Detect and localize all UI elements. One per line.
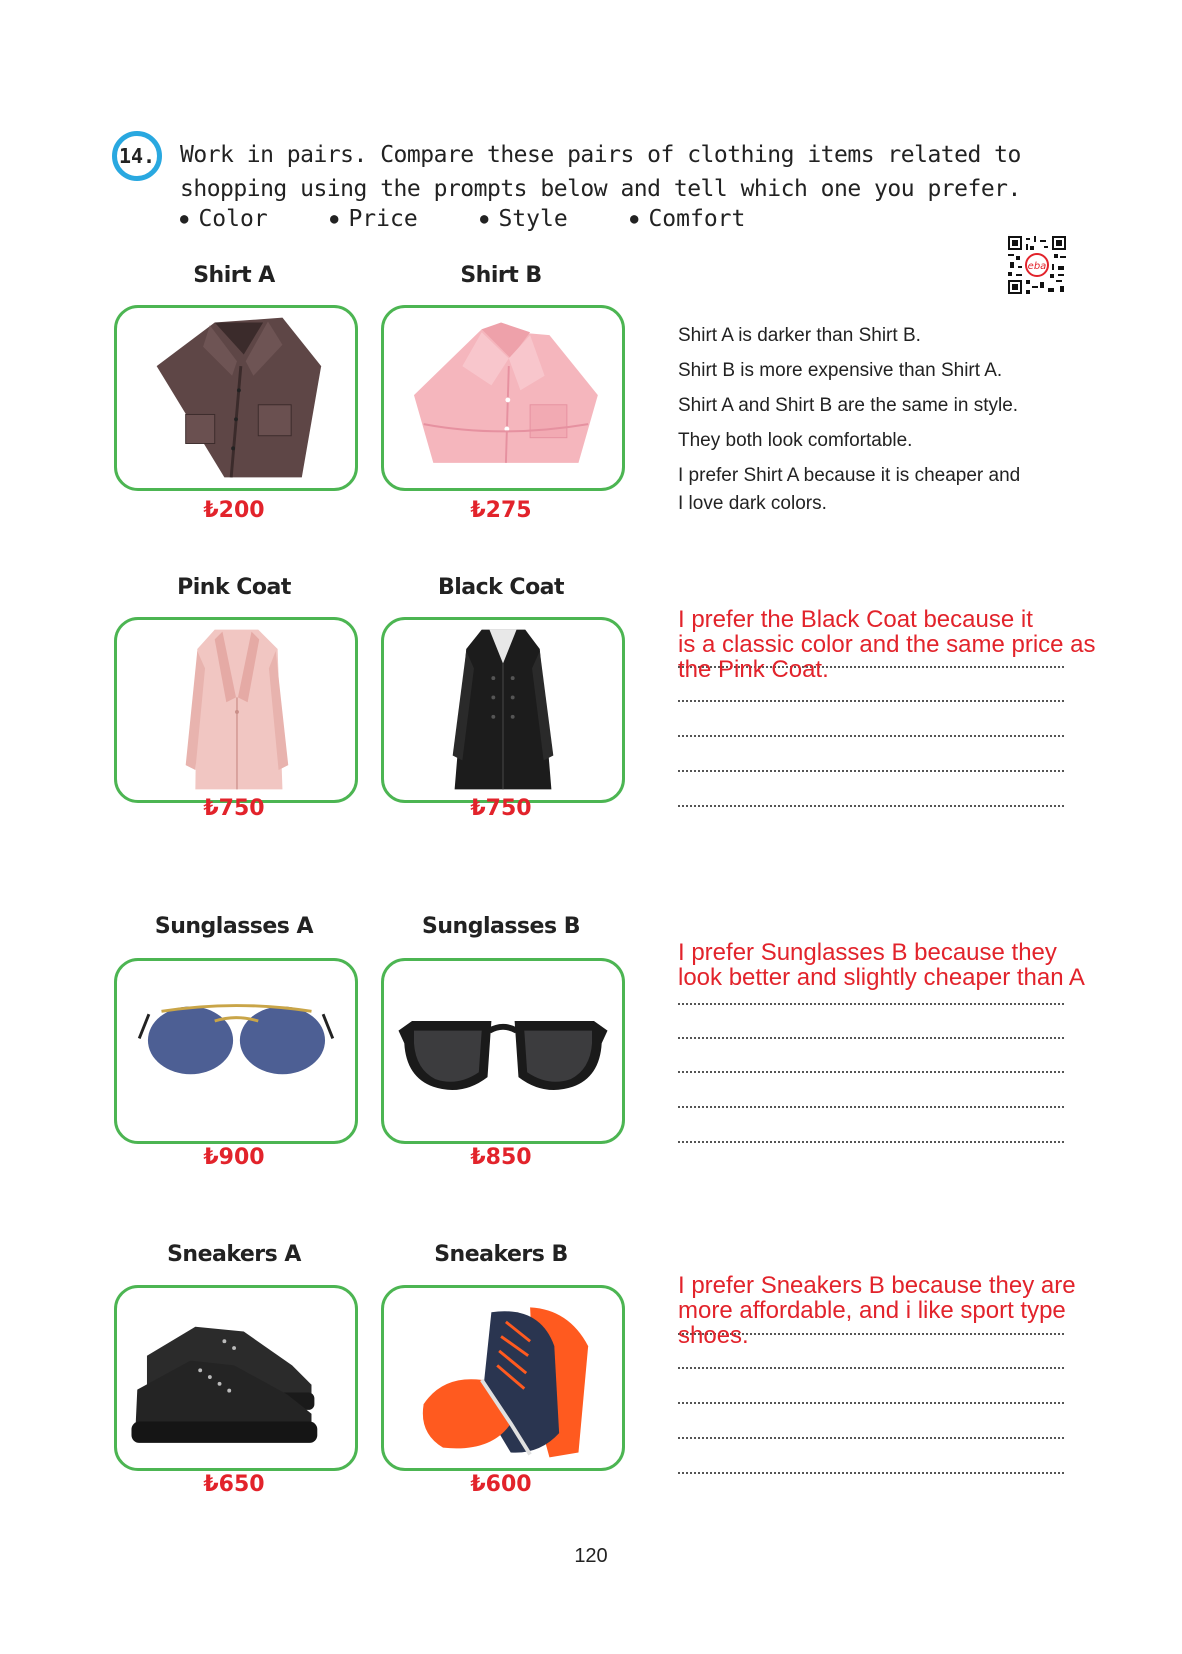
qr-code-icon[interactable] xyxy=(1008,236,1066,294)
item-title: Sunglasses B xyxy=(422,914,580,939)
shirt-image xyxy=(117,308,355,488)
sneakers-image xyxy=(384,1288,622,1468)
answer-line[interactable] xyxy=(678,700,1064,702)
item-title: Black Coat xyxy=(437,575,565,600)
sample-line: They both look comfortable. xyxy=(678,430,913,451)
prompt-item: ● Price xyxy=(330,206,480,232)
answer-line[interactable] xyxy=(678,1003,1064,1005)
answer-text: shoes. xyxy=(678,1322,749,1349)
item-price: ₺600 xyxy=(470,1472,532,1497)
pink-coat-image xyxy=(117,620,355,800)
answer-text: look better and slightly cheaper than A xyxy=(678,964,1085,991)
item-image-frame xyxy=(114,617,358,803)
prompt-list xyxy=(180,206,780,232)
sample-line: I prefer Shirt A because it is cheaper and xyxy=(678,465,1021,486)
written-answer[interactable] xyxy=(678,940,1148,990)
sample-line: Shirt A is darker than Shirt B. xyxy=(678,325,921,346)
item-price: ₺750 xyxy=(203,796,265,821)
svg-text:eba: eba xyxy=(1027,261,1047,272)
sneakers-image xyxy=(117,1288,355,1468)
answer-line[interactable] xyxy=(678,805,1064,807)
item-title: Sneakers A xyxy=(167,1242,301,1267)
item-price: ₺650 xyxy=(203,1472,265,1497)
exercise-instruction: Work in pairs. Compare these pairs of clothing items related to shopping using the prompts below and tell which one you prefer. xyxy=(180,142,1021,202)
answer-line[interactable] xyxy=(678,1402,1064,1404)
item-image-frame xyxy=(381,958,625,1144)
answer-line[interactable] xyxy=(678,1071,1064,1073)
answer-text: is a classic color and the same price as xyxy=(678,631,1096,658)
prompt-item: ● Style xyxy=(480,206,630,232)
prompt-item: ● Color xyxy=(180,206,330,232)
item-title: Sneakers B xyxy=(434,1242,568,1267)
answer-text: I prefer the Black Coat because it xyxy=(678,606,1033,633)
answer-line[interactable] xyxy=(678,770,1064,772)
answer-text: more affordable, and i like sport type xyxy=(678,1297,1066,1324)
item-price: ₺275 xyxy=(470,498,532,523)
black-coat-image xyxy=(384,620,622,800)
item-title: Pink Coat xyxy=(177,575,291,600)
shirt-image xyxy=(384,308,622,488)
item-image-frame xyxy=(114,305,358,491)
item-image-frame xyxy=(381,1285,625,1471)
answer-line[interactable] xyxy=(678,735,1064,737)
item-price: ₺750 xyxy=(470,796,532,821)
answer-text: I prefer Sneakers B because they are xyxy=(678,1272,1076,1299)
answer-line[interactable] xyxy=(678,1141,1064,1143)
answer-line[interactable] xyxy=(678,1106,1064,1108)
written-answer[interactable] xyxy=(678,607,1148,682)
exercise-number: 14. xyxy=(112,131,162,181)
sample-line: Shirt B is more expensive than Shirt A. xyxy=(678,360,1003,381)
sunglasses-image xyxy=(384,961,622,1141)
answer-line[interactable] xyxy=(678,1367,1064,1369)
item-image-frame xyxy=(114,958,358,1144)
item-title: Sunglasses A xyxy=(154,914,314,939)
item-image-frame xyxy=(381,305,625,491)
item-image-frame xyxy=(114,1285,358,1471)
written-answer[interactable] xyxy=(678,1273,1148,1348)
prompt-item: ● Comfort xyxy=(630,206,780,232)
item-price: ₺850 xyxy=(470,1145,532,1170)
answer-line[interactable] xyxy=(678,1037,1064,1039)
sample-line: Shirt A and Shirt B are the same in style. xyxy=(678,395,1019,416)
item-title: Shirt A xyxy=(193,263,275,288)
answer-line[interactable] xyxy=(678,1437,1064,1439)
sunglasses-image xyxy=(117,961,355,1141)
answer-text: the Pink Coat. xyxy=(678,656,829,683)
sample-line: I love dark colors. xyxy=(678,493,827,514)
item-price: ₺900 xyxy=(203,1145,265,1170)
page-number: 120 xyxy=(574,1545,608,1567)
sample-answer xyxy=(678,318,1098,519)
item-price: ₺200 xyxy=(203,498,265,523)
answer-line[interactable] xyxy=(678,1472,1064,1474)
answer-text: I prefer Sunglasses B because they xyxy=(678,939,1057,966)
item-title: Shirt B xyxy=(460,263,542,288)
item-image-frame xyxy=(381,617,625,803)
